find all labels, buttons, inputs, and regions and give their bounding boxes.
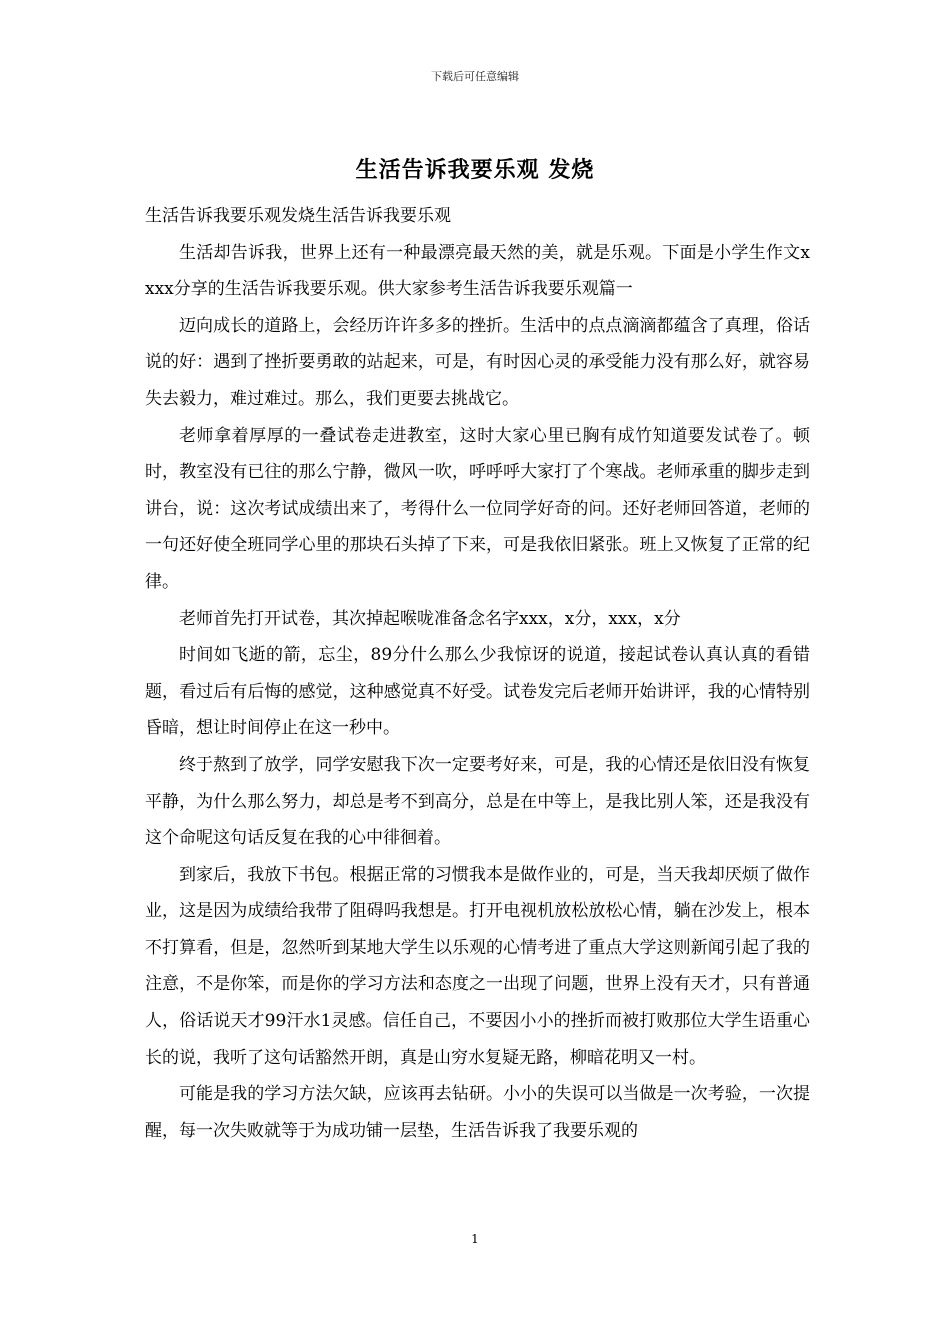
document-title: 生活告诉我要乐观 发烧: [355, 157, 595, 183]
paragraph: 终于熬到了放学，同学安慰我下次一定要考好来，可是，我的心情还是依旧没有恢复平静，为什么那么努力，却总是考不到高分，总是在中等上，是我比别人笨，还是我没有这个命呢这句话反复在我的心中徘徊着。: [145, 754, 810, 849]
paragraph: 时间如飞逝的箭，忘尘，89分什么那么少我惊讶的说道，接起试卷认真认真的看错题，看过后有后悔的感觉，这种感觉真不好受。试卷发完后老师开始讲评，我的心情特别昏暗，想让时间停止在这一秒中。: [145, 645, 810, 739]
paragraph: 老师拿着厚厚的一叠试卷走进教室，这时大家心里已胸有成竹知道要发试卷了。顿时，教室没有已往的那么宁静，微风一吹，呼呼呼大家打了个寒战。老师承重的脚步走到讲台，说：这次考试成绩出来了，考得什么一位同学好奇的问。还好老师回答道，老师的一句还好使全班同学心里的那块石头掉了下来，可是我依旧紧张。班上又恢复了正常的纪律。: [145, 425, 810, 592]
paragraph: 可能是我的学习方法欠缺，应该再去钻研。小小的失误可以当做是一次考验，一次提醒，每一次失败就等于为成功铺一层垫，生活告诉我了我要乐观的: [145, 1084, 810, 1141]
paragraph: 生活却告诉我，世界上还有一种最漂亮最天然的美，就是乐观。下面是小学生作文xxxx分享的生活告诉我要乐观。供大家参考生活告诉我要乐观篇一: [145, 242, 810, 300]
paragraph-subtitle: 生活告诉我要乐观发烧生活告诉我要乐观: [145, 206, 451, 226]
paragraph: 迈向成长的道路上，会经历许许多多的挫折。生活中的点点滴滴都蕴含了真理，俗话说的好：遇到了挫折要勇敢的站起来，可是，有时因心灵的承受能力没有那么好，就容易失去毅力，难过难过。那么，我们更要去挑战它。: [145, 315, 810, 409]
page-number: 1: [471, 1232, 479, 1246]
paragraph: 老师首先打开试卷，其次掉起喉咙准备念名字xxx，x分，xxx，x分: [179, 608, 681, 629]
header-note: 下载后可任意编辑: [431, 70, 519, 83]
paragraph: 到家后，我放下书包。根据正常的习惯我本是做作业的，可是，当天我却厌烦了做作业，这是因为成绩给我带了阻碍吗我想是。打开电视机放松放松心情，躺在沙发上，根本不打算看，但是，忽然听到某地大学生以乐观的心情考进了重点大学这则新闻引起了我的注意，不是你笨，而是你的学习方法和态度之一出现了问题，世界上没有天才，只有普通人，俗话说天才99汗水1灵感。信任自己，不要因小小的挫折而被打败那位大学生语重心长的说，我听了这句话豁然开朗，真是山穷水复疑无路，柳暗花明又一村。: [145, 864, 810, 1068]
document-body: [145, 198, 810, 1149]
